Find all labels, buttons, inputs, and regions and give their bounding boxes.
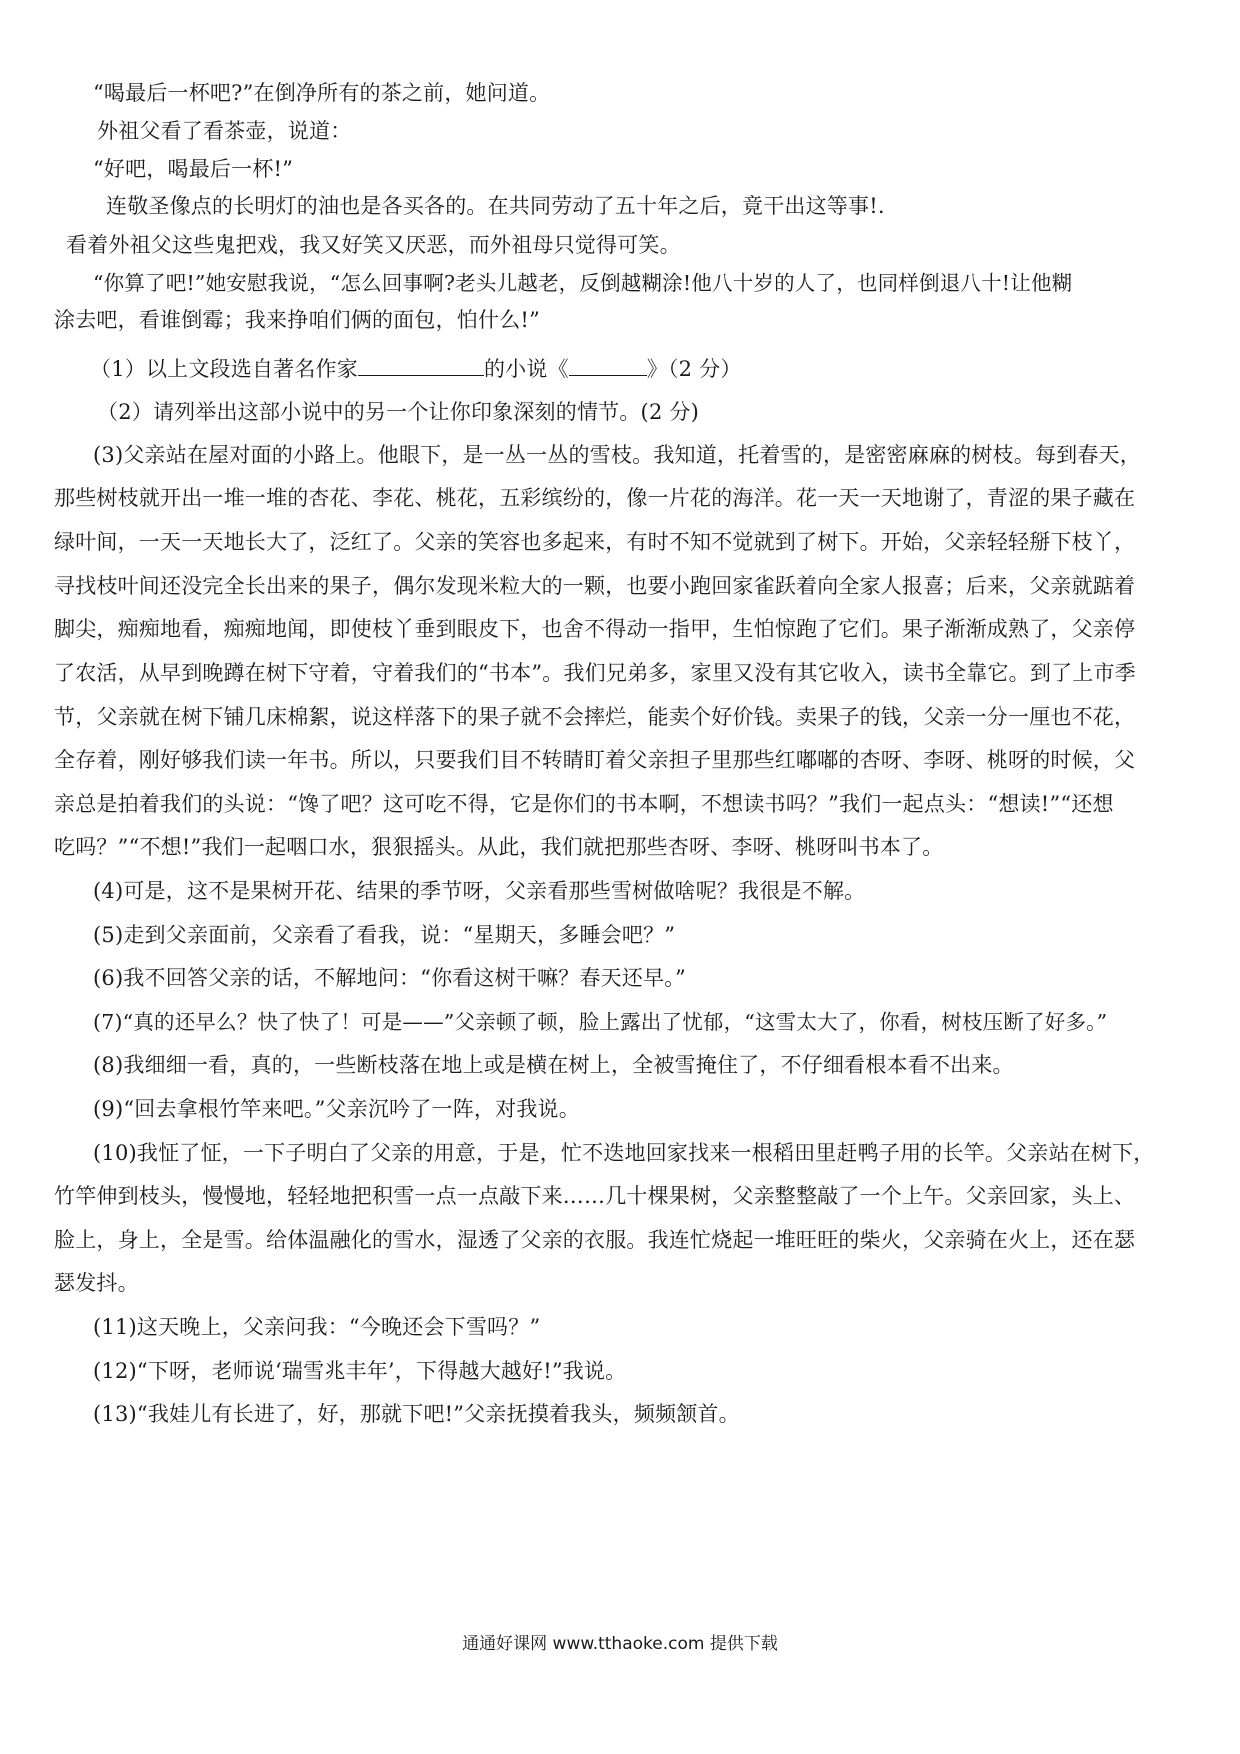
excerpt-line-2: 外祖父看了看茶壶，说道： bbox=[97, 119, 352, 143]
passage-line: (7)“真的还早么？快了快了！可是——”父亲顿了顿，脸上露出了忧郁，“这雪太大了，你看，树枝压断了好多。” bbox=[93, 1010, 1108, 1034]
passage-line: 吃吗？”“不想!”我们一起咽口水，狠狠摇头。从此，我们就把那些杏呀、李呀、桃呀叫书本了。 bbox=[54, 835, 944, 859]
passage-line: 那些树枝就开出一堆一堆的杏花、李花、桃花，五彩缤纷的，像一片花的海洋。花一天一天地谢了，青涩的果子藏在 bbox=[54, 486, 1136, 510]
question-1-prefix: （1）以上文段选自著名作家 bbox=[90, 357, 358, 381]
passage-line: (11)这天晚上，父亲问我：“今晚还会下雪吗？” bbox=[93, 1315, 541, 1339]
question-1-middle: 的小说《 bbox=[483, 357, 569, 381]
passage-line: (3)父亲站在屋对面的小路上。他眼下，是一丛一丛的雪枝。我知道，托着雪的，是密密麻麻的树枝。每到春天， bbox=[93, 443, 1141, 467]
passage-line: (12)“下呀，老师说‘瑞雪兆丰年’，下得越大越好!”我说。 bbox=[93, 1359, 627, 1383]
question-2: （2）请列举出这部小说中的另一个让你印象深刻的情节。(2 分) bbox=[97, 400, 699, 424]
passage-line: 竹竿伸到枝头，慢慢地，轻轻地把积雪一点一点敲下来……几十棵果树，父亲整整敲了一个上午。父亲回家，头上、 bbox=[54, 1184, 1136, 1208]
question-1 bbox=[90, 354, 742, 384]
excerpt-line-5: 看着外祖父这些鬼把戏，我又好笑又厌恶，而外祖母只觉得可笑。 bbox=[66, 233, 681, 257]
passage-line: (6)我不回答父亲的话，不解地问：“你看这树干嘛？春天还早。” bbox=[93, 966, 686, 990]
excerpt-line-6: “你算了吧!”她安慰我说，“怎么回事啊?老头儿越老，反倒越糊涂!他八十岁的人了，也同样倒退八十!让他糊 bbox=[93, 271, 1073, 295]
passage-line: (10)我怔了怔，一下子明白了父亲的用意，于是，忙不迭地回家找来一根稻田里赶鸭子用的长竿。父亲站在树下， bbox=[93, 1141, 1155, 1165]
passage-line: (13)“我娃儿有长进了，好，那就下吧!”父亲抚摸着我头，频频颔首。 bbox=[93, 1402, 740, 1426]
passage-line: 脸上，身上，全是雪。给体温融化的雪水，湿透了父亲的衣服。我连忙烧起一堆旺旺的柴火，父亲骑在火上，还在瑟 bbox=[54, 1228, 1136, 1252]
passage-line: 脚尖，痴痴地看，痴痴地闻，即使枝丫垂到眼皮下，也舍不得动一指甲，生怕惊跑了它们。果子渐渐成熟了，父亲停 bbox=[54, 617, 1136, 641]
passage-line: (8)我细细一看，真的，一些断枝落在地上或是横在树上，全被雪掩住了，不仔细看根本看不出来。 bbox=[93, 1053, 1014, 1077]
passage-line: (9)“回去拿根竹竿来吧。”父亲沉吟了一阵，对我说。 bbox=[93, 1097, 580, 1121]
passage-line: 了农活，从早到晚蹲在树下守着，守着我们的“书本”。我们兄弟多，家里又没有其它收入，读书全靠它。到了上市季 bbox=[54, 661, 1136, 685]
excerpt-line-1: “喝最后一杯吧?”在倒净所有的茶之前，她问道。 bbox=[93, 81, 551, 105]
question-1-suffix: 》（2 分） bbox=[646, 357, 742, 381]
excerpt-line-7: 涂去吧，看谁倒霉；我来挣咱们俩的面包，怕什么!” bbox=[54, 308, 540, 332]
excerpt-line-4: 连敬圣像点的长明灯的油也是各买各的。在共同劳动了五十年之后，竟干出这等事!. bbox=[106, 194, 885, 218]
passage-line: 全存着，刚好够我们读一年书。所以，只要我们目不转睛盯着父亲担子里那些红嘟嘟的杏呀、李呀、桃呀的时候，父 bbox=[54, 748, 1136, 772]
excerpt-line-3: “好吧，喝最后一杯!” bbox=[93, 157, 294, 181]
page-footer: 通通好课网 www.tthaoke.com 提供下载 bbox=[462, 1634, 778, 1654]
passage-line: 节，父亲就在树下铺几床棉絮，说这样落下的果子就不会摔烂，能卖个好价钱。卖果子的钱，父亲一分一厘也不花， bbox=[54, 705, 1136, 729]
passage-line: 亲总是拍着我们的头说：“馋了吧？这可吃不得，它是你们的书本啊，不想读书吗？”我们一起点头：“想读!”“还想 bbox=[54, 792, 1114, 816]
author-blank bbox=[358, 355, 484, 376]
passage-line: (5)走到父亲面前，父亲看了看我，说：“星期天，多睡会吧？” bbox=[93, 923, 676, 947]
passage-line: (4)可是，这不是果树开花、结果的季节呀，父亲看那些雪树做啥呢？我很是不解。 bbox=[93, 879, 866, 903]
passage-line: 寻找枝叶间还没完全长出来的果子，偶尔发现米粒大的一颗，也要小跑回家雀跃着向全家人报喜；后来，父亲就踮着 bbox=[54, 574, 1136, 598]
passage-line: 绿叶间，一天一天地长大了，泛红了。父亲的笑容也多起来，有时不知不觉就到了树下。开始，父亲轻轻掰下枝丫， bbox=[54, 530, 1136, 554]
passage-line: 瑟发抖。 bbox=[54, 1271, 139, 1295]
title-blank bbox=[569, 355, 647, 376]
